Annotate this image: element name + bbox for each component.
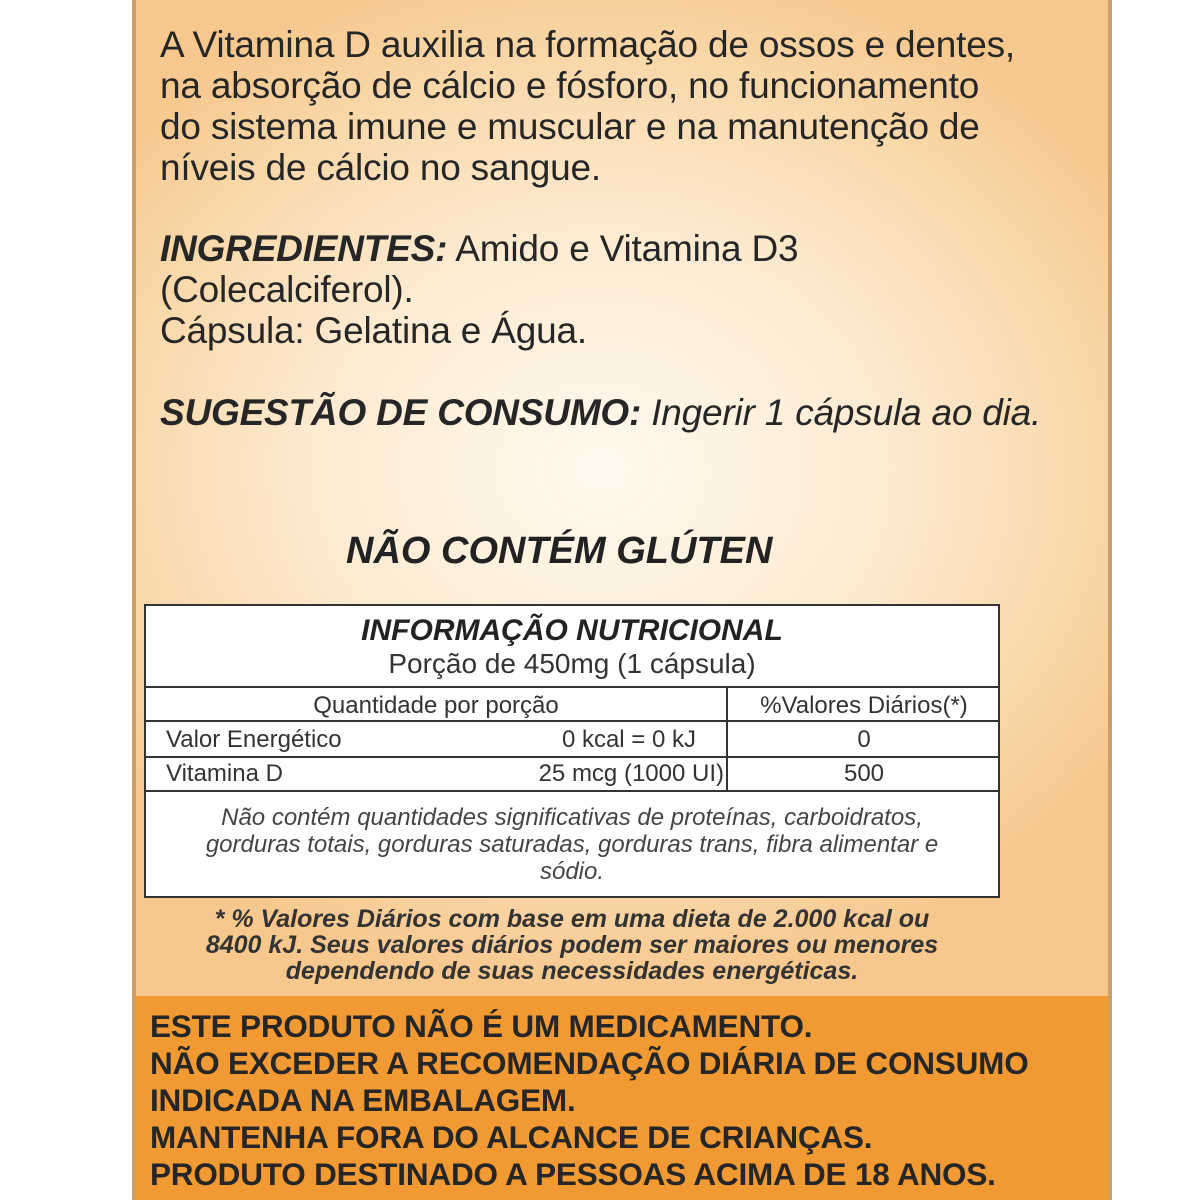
table-divider: [146, 756, 998, 758]
ingredients-section: [160, 228, 1100, 351]
nutrition-facts-table: [144, 604, 1000, 898]
nutrition-portion: Porção de 450mg (1 cápsula): [388, 648, 756, 679]
footnote-line: 8400 kJ. Seus valores diários podem ser maiores ou menores: [205, 931, 939, 959]
description-line: níveis de cálcio no sangue.: [160, 147, 601, 188]
table-divider: [146, 686, 998, 688]
suggestion-heading: SUGESTÃO DE CONSUMO:: [160, 392, 642, 433]
row-amount: 0 kcal = 0 kJ: [561, 726, 696, 753]
note-line: gorduras totais, gorduras saturadas, gorduras trans, fibra alimentar e: [205, 831, 939, 858]
row-name: Vitamina D: [166, 760, 283, 787]
capsule-line: Cápsula: Gelatina e Água.: [160, 310, 587, 351]
warning-line: PRODUTO DESTINADO A PESSOAS ACIMA DE 18 ANOS.: [150, 1156, 996, 1192]
warning-band: [132, 996, 1112, 1200]
nutrition-title: INFORMAÇÃO NUTRICIONAL: [361, 614, 783, 647]
daily-values-footnote: [152, 906, 992, 984]
warning-line: MANTENHA FORA DO ALCANCE DE CRIANÇAS.: [150, 1119, 873, 1155]
note-line: Não contém quantidades significativas de proteínas, carboidratos,: [221, 804, 923, 831]
nutrition-note: [166, 804, 978, 885]
row-amount: 25 mcg (1000 UI): [538, 760, 724, 787]
footnote-line: dependendo de suas necessidades energéticas.: [285, 957, 859, 985]
header-quantity: Quantidade por porção: [313, 692, 559, 719]
description-line: na absorção de cálcio e fósforo, no funcionamento: [160, 65, 980, 106]
panel-left-edge: [132, 0, 136, 1200]
ingredients-heading: INGREDIENTES:: [160, 228, 448, 269]
vitamin-d-description: [160, 24, 1100, 188]
row-daily: 0: [857, 726, 871, 753]
table-divider: [146, 790, 998, 792]
product-label-panel: [132, 0, 1112, 1200]
table-divider: [146, 720, 998, 722]
ingredients-line: [160, 228, 1100, 269]
row-name: Valor Energético: [166, 726, 342, 753]
warning-line: ESTE PRODUTO NÃO É UM MEDICAMENTO.: [150, 1008, 813, 1044]
consumption-suggestion: [160, 392, 1100, 433]
gluten-free-notice: NÃO CONTÉM GLÚTEN: [346, 530, 773, 572]
note-line: sódio.: [539, 858, 605, 885]
row-daily: 500: [843, 760, 885, 787]
warning-line: INDICADA NA EMBALAGEM.: [150, 1082, 576, 1118]
warning-line: NÃO EXCEDER A RECOMENDAÇÃO DIÁRIA DE CONSUMO: [150, 1045, 1029, 1081]
description-line: do sistema imune e muscular e na manutenção de: [160, 106, 980, 147]
panel-right-edge: [1108, 0, 1112, 1200]
ingredients-text: Amido e Vitamina D3: [447, 228, 799, 269]
header-daily-values: %Valores Diários(*): [760, 692, 968, 719]
description-line: A Vitamina D auxilia na formação de ossos e dentes,: [160, 24, 1016, 65]
footnote-line: * % Valores Diários com base em uma dieta de 2.000 kcal ou: [214, 905, 930, 933]
ingredients-line: (Colecalciferol).: [160, 269, 414, 310]
suggestion-text: Ingerir 1 cápsula ao dia.: [641, 392, 1042, 433]
warning-text: [150, 1008, 1100, 1193]
